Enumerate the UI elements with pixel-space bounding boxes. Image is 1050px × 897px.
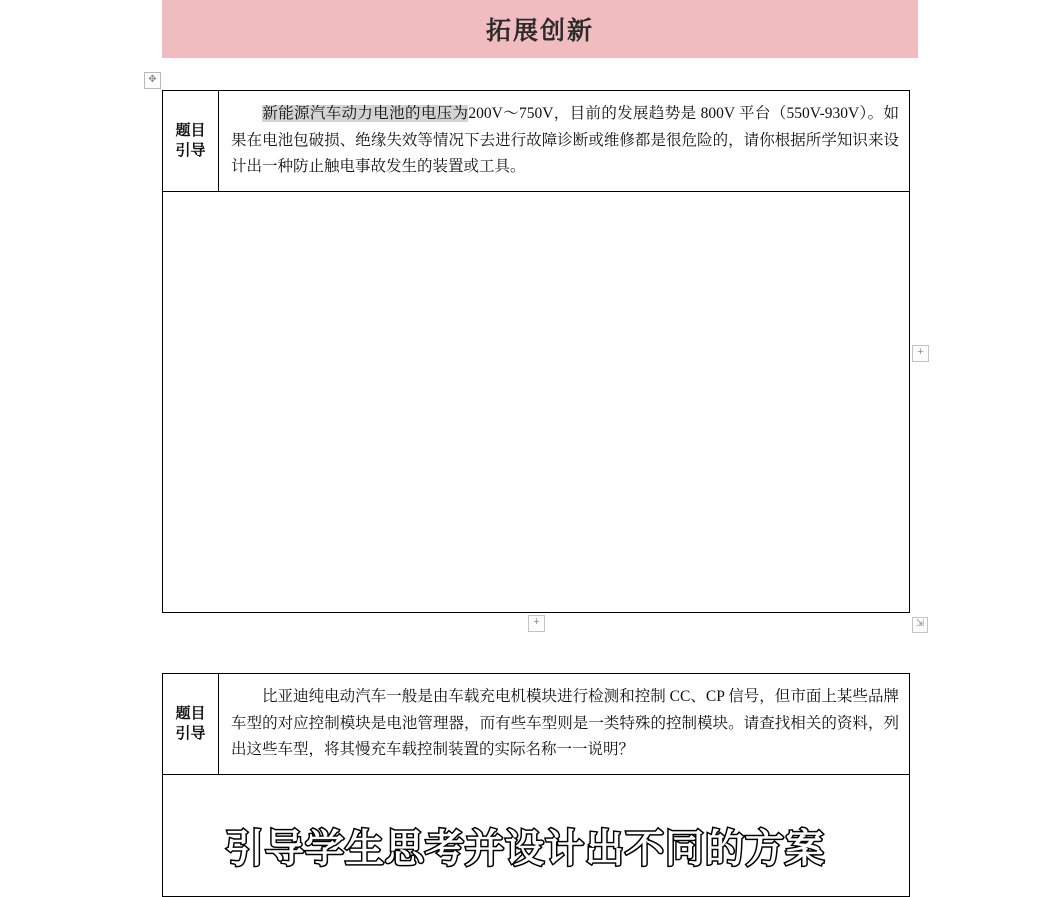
question-text-cell[interactable] [219, 91, 909, 191]
add-column-button[interactable]: + [912, 345, 929, 362]
table-resize-handle-icon[interactable]: ⇲ [912, 617, 928, 633]
row-label-line2: 引导 [175, 142, 206, 159]
video-caption: 引导学生思考并设计出不同的方案 [224, 827, 825, 872]
question-text-cell[interactable] [219, 674, 909, 774]
title-banner [162, 0, 918, 58]
table-row [163, 91, 909, 192]
row-label-line1: 题目 [175, 122, 206, 139]
table-row [163, 674, 909, 775]
question-table-1[interactable] [162, 90, 910, 613]
table-row [163, 192, 909, 621]
question-text-rest: 200V～750V，目前的发展趋势是 800V 平台（550V-930V）。如果在电池包破损、绝缘失效等情况下去进行故障诊断或维修都是很危险的，请你根据所学知识来设计出一种防止触电事故发生的装置或工具。 [231, 105, 899, 176]
row-label-line1: 题目 [175, 705, 206, 722]
row-label-cell [163, 91, 219, 191]
page-title: 拓展创新 [485, 18, 594, 45]
row-label-cell [163, 674, 219, 774]
answer-area-cell[interactable] [163, 192, 909, 621]
add-row-button[interactable]: + [528, 615, 545, 632]
row-label-line2: 引导 [175, 725, 206, 742]
question-text: 比亚迪纯电动汽车一般是由车载充电机模块进行检测和控制 CC、CP 信号，但市面上某些品牌车型的对应控制模块是电池管理器，而有些车型则是一类特殊的控制模块。请查找相关的资料，列出这些车型，将其慢充车载控制装置的实际名称一一说明？ [231, 688, 899, 759]
table-move-handle-icon[interactable]: ✥ [144, 72, 161, 89]
highlighted-text: 新能源汽车动力电池的电压为 [262, 105, 469, 122]
